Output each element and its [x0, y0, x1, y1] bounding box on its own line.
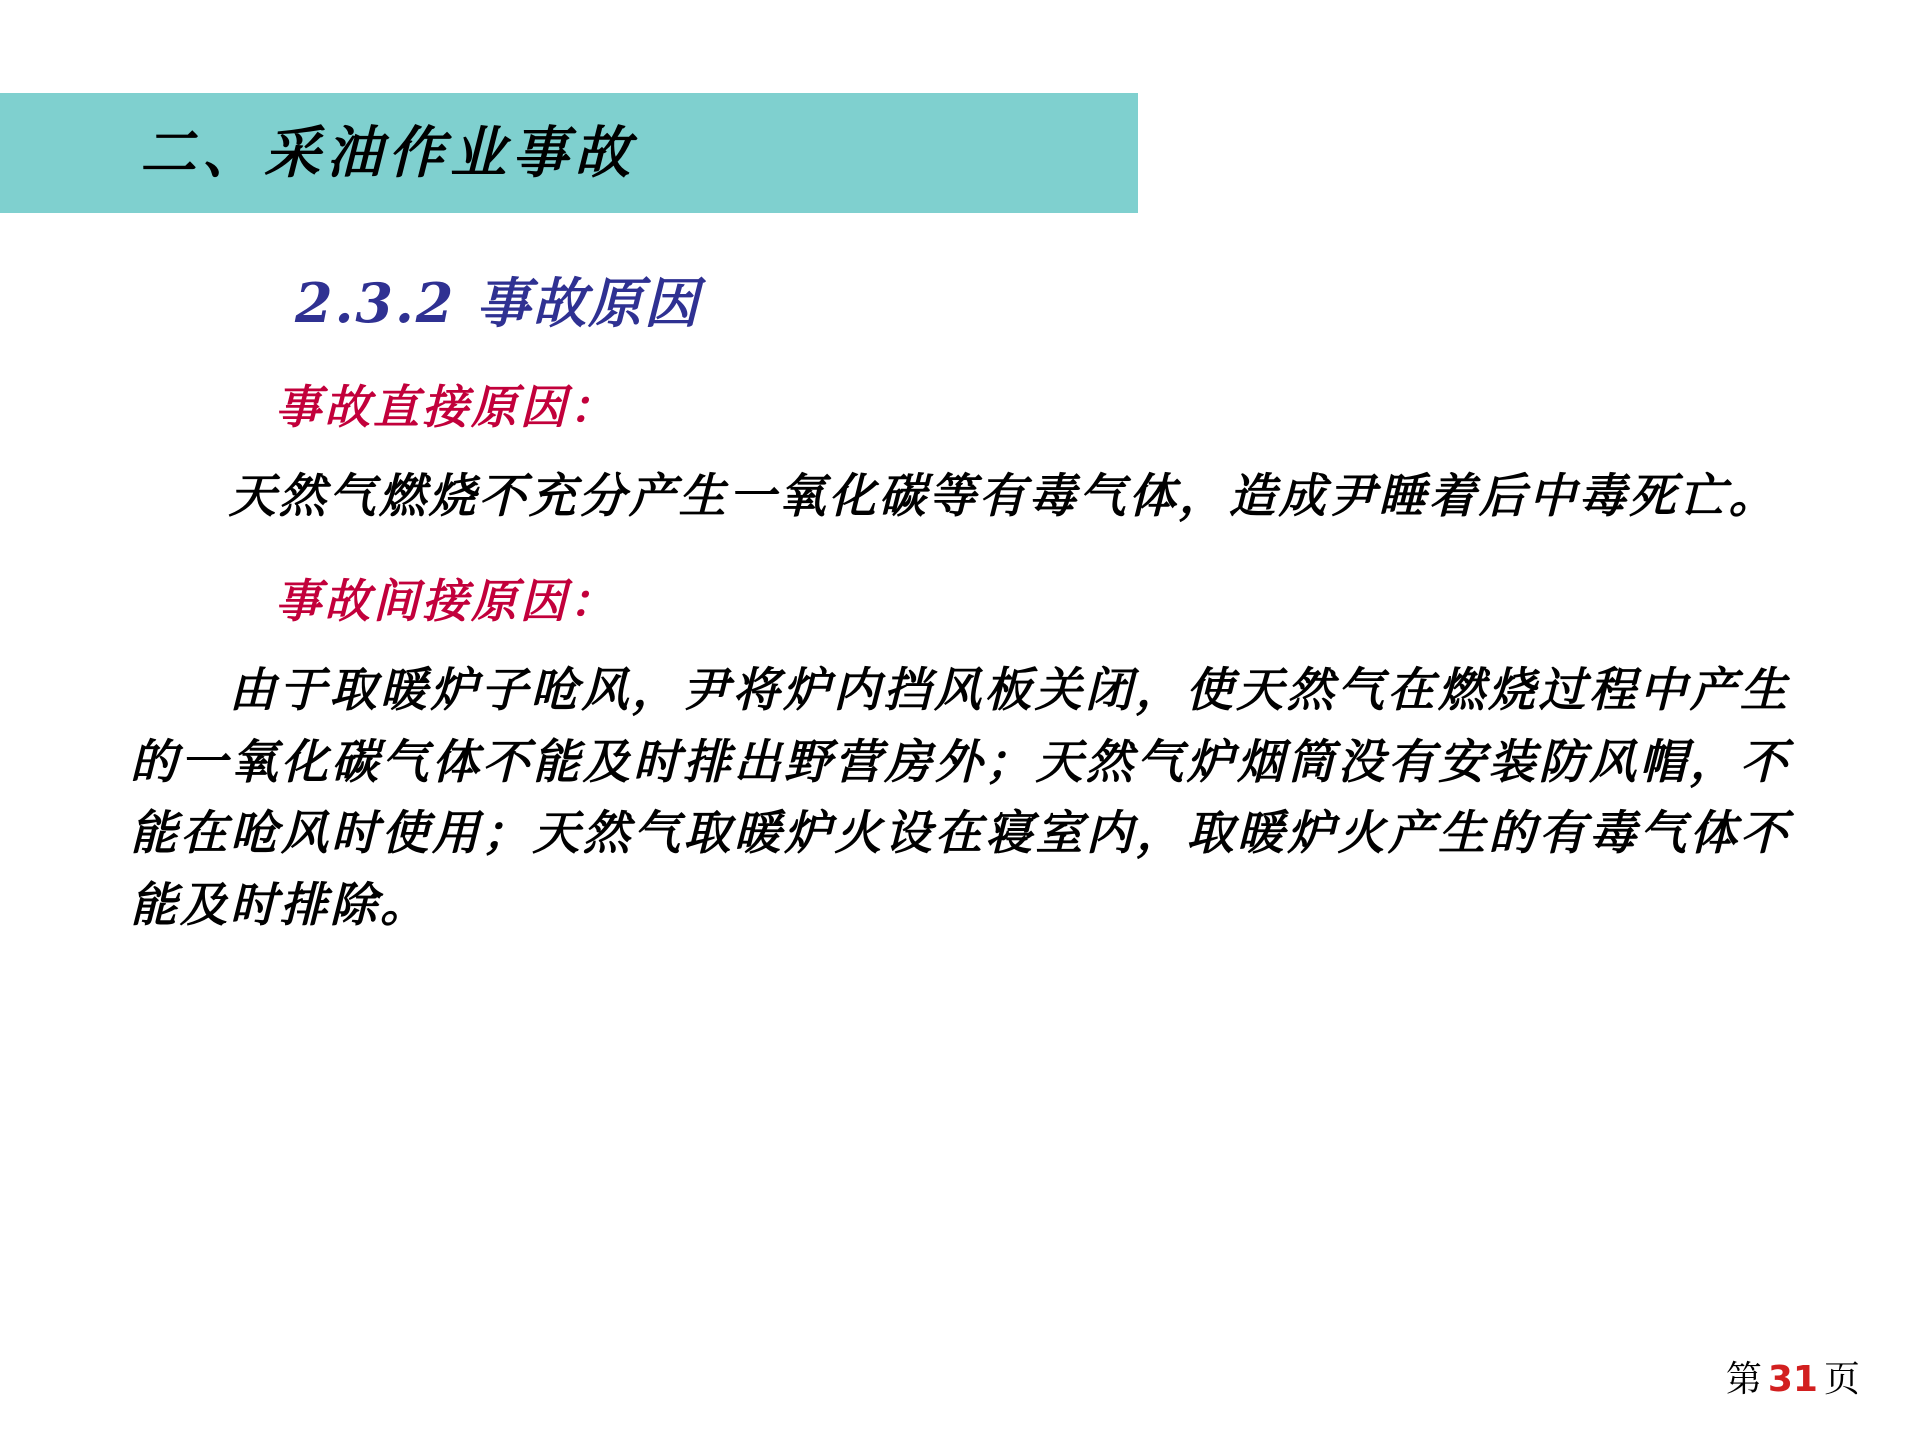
slide-content	[0, 270, 1920, 941]
page-title: 二、采油作业事故	[140, 120, 636, 186]
direct-cause-paragraph: 天然气燃烧不充分产生一氧化碳等有毒气体，造成尹睡着后中毒死亡。	[228, 468, 1779, 524]
page-footer	[1726, 1351, 1860, 1402]
slide-header-band	[0, 93, 1138, 213]
indirect-cause-label: 事故间接原因：	[275, 574, 618, 629]
page-footer-prefix: 第	[1725, 1359, 1762, 1400]
section-heading: 2.3.2 事故原因	[295, 271, 701, 335]
page-footer-suffix: 页	[1823, 1359, 1860, 1400]
direct-cause-label: 事故直接原因：	[275, 379, 618, 434]
indirect-cause-paragraph: 由于取暖炉子呛风，尹将炉内挡风板关闭，使天然气在燃烧过程中产生的一氧化碳气体不能及时排出野营房外；天然气炉烟筒没有安装防风帽，不能在呛风时使用；天然气取暖炉火设在寝室内，取暖炉火产生的有毒气体不能及时排除。	[130, 663, 1790, 933]
page-number: 31	[1767, 1359, 1818, 1400]
